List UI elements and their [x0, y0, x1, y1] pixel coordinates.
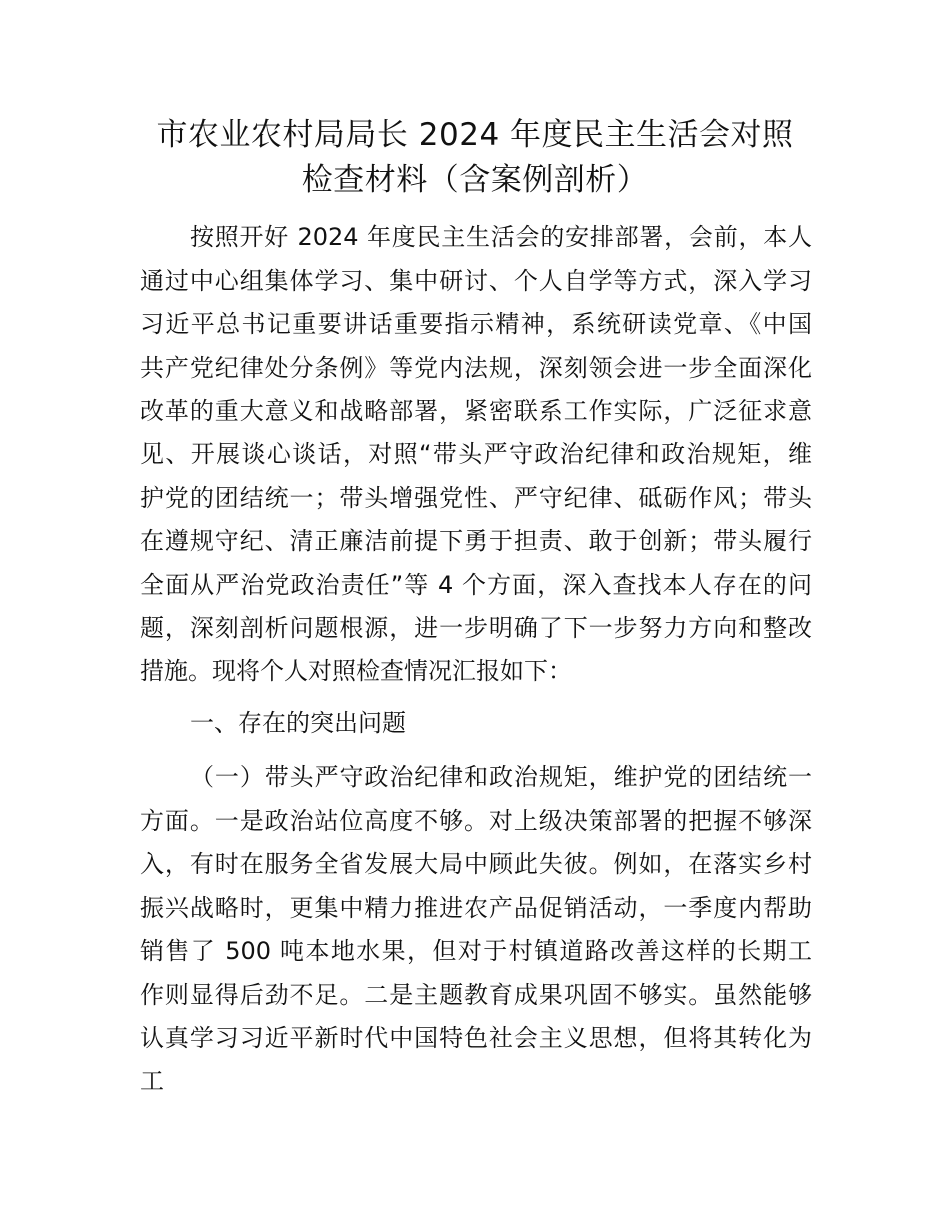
paragraph-line: 方面。一是政治站位高度不够。对上级决策部署的把握不够深 [140, 807, 812, 835]
paragraph-line: 作则显得后劲不足。二是主题教育成果巩固不够实。虽然能够 [140, 981, 812, 1009]
section-heading: 一、存在的突出问题 [190, 709, 406, 737]
document-title-line-2: 检查材料（含案例剖析） [301, 162, 649, 198]
paragraph-line: 按照开好 2024 年度民主生活会的安排部署，会前，本人 [190, 223, 812, 251]
paragraph-line: 入，有时在服务全省发展大局中顾此失彼。例如，在落实乡村 [140, 850, 812, 878]
paragraph-line: 在遵规守纪、清正廉洁前提下勇于担责、敢于创新；带头履行 [140, 527, 812, 555]
paragraph-line: 共产党纪律处分条例》等党内法规，深刻领会进一步全面深化 [140, 354, 812, 382]
paragraph-line: 工 [140, 1067, 164, 1095]
paragraph-line: 措施。现将个人对照检查情况汇报如下： [140, 657, 572, 685]
paragraph-line: 通过中心组集体学习、集中研讨、个人自学等方式，深入学习 [140, 267, 812, 295]
paragraph-line: 振兴战略时，更集中精力推进农产品促销活动，一季度内帮助 [140, 894, 812, 922]
paragraph-line: 题，深刻剖析问题根源，进一步明确了下一步努力方向和整改 [140, 614, 812, 642]
paragraph-line: 见、开展谈心谈话，对照“带头严守政治纪律和政治规矩，维 [140, 440, 812, 468]
paragraph-line: 销售了 500 吨本地水果，但对于村镇道路改善这样的长期工 [140, 937, 812, 965]
paragraph-line: 认真学习习近平新时代中国特色社会主义思想，但将其转化为 [140, 1024, 812, 1052]
paragraph-line: 改革的重大意义和战略部署，紧密联系工作实际，广泛征求意 [140, 397, 812, 425]
paragraph-line: 护党的团结统一；带头增强党性、严守纪律、砥砺作风；带头 [140, 484, 812, 512]
paragraph-line: 全面从严治党政治责任”等 4 个方面，深入查找本人存在的问 [140, 571, 812, 599]
paragraph-line: 习近平总书记重要讲话重要指示精神，系统研读党章、《中国 [140, 310, 812, 338]
paragraph-line: （一）带头严守政治纪律和政治规矩，维护党的团结统一 [190, 763, 812, 791]
document-title-line-1: 市农业农村局局长 2024 年度民主生活会对照 [156, 117, 794, 153]
